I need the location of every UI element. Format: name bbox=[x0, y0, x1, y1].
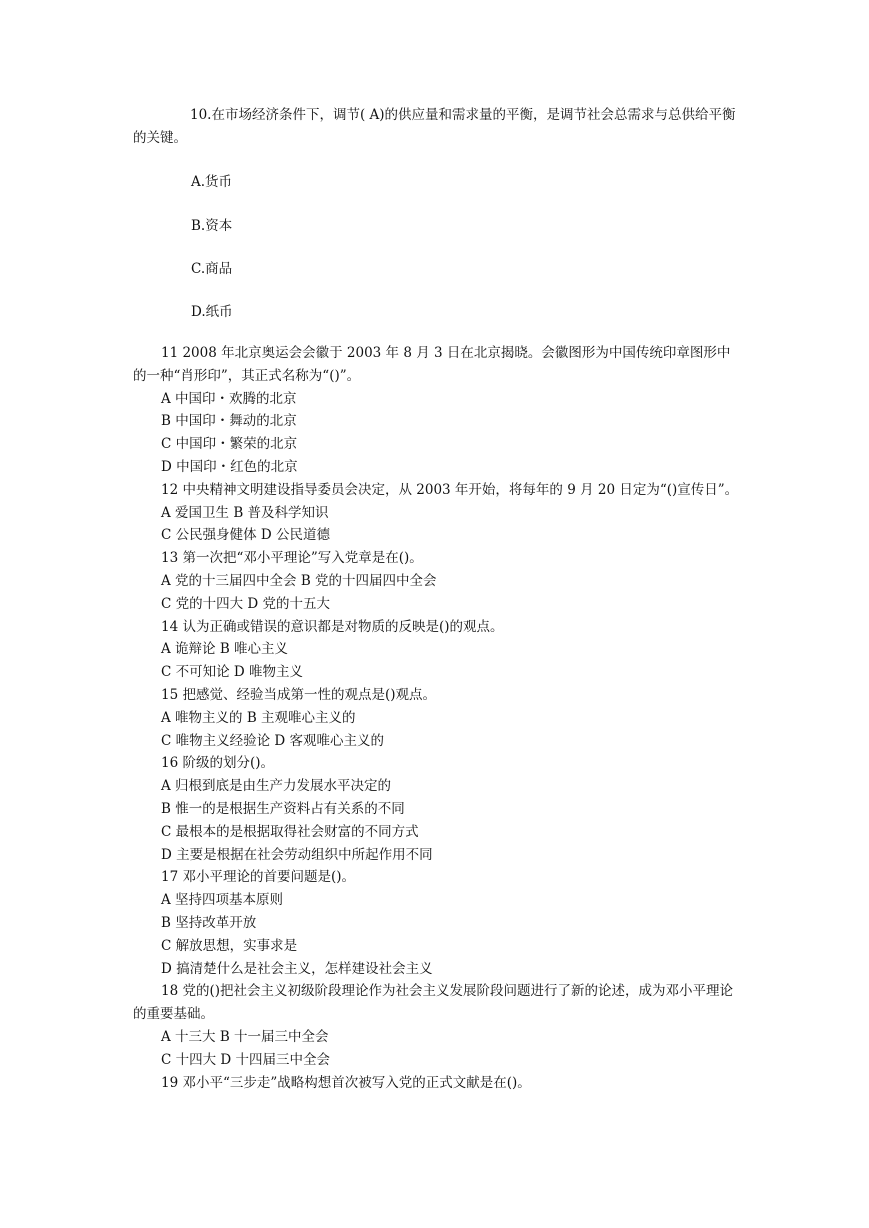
q10-option-b: B.资本 bbox=[191, 218, 233, 234]
list-item: C 最根本的是根据取得社会财富的不同方式 bbox=[161, 823, 419, 840]
list-item: C 十四大 D 十四届三中全会 bbox=[161, 1051, 331, 1068]
list-item: B 中国印・舞动的北京 bbox=[161, 413, 297, 430]
list-item: C 公民强身健体 D 公民道德 bbox=[161, 527, 331, 544]
list-item: A 诡辩论 B 唯心主义 bbox=[161, 641, 289, 658]
list-item: D 主要是根据在社会劳动组织中所起作用不同 bbox=[161, 846, 433, 863]
list-item: C 解放思想，实事求是 bbox=[161, 937, 298, 954]
question-16: 16 阶级的划分()。 bbox=[161, 755, 275, 772]
q10-option-a: A.货币 bbox=[191, 174, 233, 190]
list-item: A 爱国卫生 B 普及科学知识 bbox=[161, 504, 329, 521]
list-item: A 十三大 B 十一届三中全会 bbox=[161, 1028, 329, 1045]
list-item: C 不可知论 D 唯物主义 bbox=[161, 664, 304, 681]
question-13: 13 第一次把“邓小平理论”写入党章是在()。 bbox=[161, 550, 423, 567]
question-12: 12 中央精神文明建设指导委员会决定，从 2003 年开始，将每年的 9 月 20 日定为“()宣传日”。 bbox=[161, 481, 739, 498]
q10-option-c: C.商品 bbox=[191, 261, 233, 277]
list-item: A 中国印・欢腾的北京 bbox=[161, 390, 297, 407]
list-item: B 惟一的是根据生产资料占有关系的不同 bbox=[161, 800, 405, 817]
list-item: C 唯物主义经验论 D 客观唯心主义的 bbox=[161, 732, 385, 749]
list-item: A 唯物主义的 B 主观唯心主义的 bbox=[161, 709, 356, 726]
question-11: 11 2008 年北京奥运会会徽于 2003 年 8 月 3 日在北京揭晓。会徽图形为中国传统印章图形中的一种“肖形印”，其正式名称为“()”。 bbox=[133, 345, 731, 384]
question-14: 14 认为正确或错误的意识都是对物质的反映是()的观点。 bbox=[161, 618, 504, 635]
list-item: C 中国印・繁荣的北京 bbox=[161, 436, 298, 453]
q10-option-d: D.纸币 bbox=[191, 304, 233, 320]
list-item: D 中国印・红色的北京 bbox=[161, 458, 298, 475]
question-17: 17 邓小平理论的首要问题是()。 bbox=[161, 869, 356, 886]
list-item: D 搞清楚什么是社会主义，怎样建设社会主义 bbox=[161, 960, 433, 977]
question-15: 15 把感觉、经验当成第一性的观点是()观点。 bbox=[161, 686, 437, 703]
list-item: A 坚持四项基本原则 bbox=[161, 892, 284, 909]
question-10: 10.在市场经济条件下，调节( A)的供应量和需求量的平衡，是调节社会总需求与总供给平衡的关键。 bbox=[133, 107, 736, 146]
list-item: A 党的十三届四中全会 B 党的十四届四中全会 bbox=[161, 572, 437, 589]
list-item: B 坚持改革开放 bbox=[161, 914, 257, 931]
question-19: 19 邓小平“三步走”战略构想首次被写入党的正式文献是在()。 bbox=[161, 1074, 531, 1091]
question-18: 18 党的()把社会主义初级阶段理论作为社会主义发展阶段问题进行了新的论述，成为邓小平理论的重要基础。 bbox=[133, 983, 734, 1023]
question-list bbox=[133, 342, 743, 1094]
list-item: A 归根到底是由生产力发展水平决定的 bbox=[161, 778, 392, 795]
list-item: C 党的十四大 D 党的十五大 bbox=[161, 595, 331, 612]
